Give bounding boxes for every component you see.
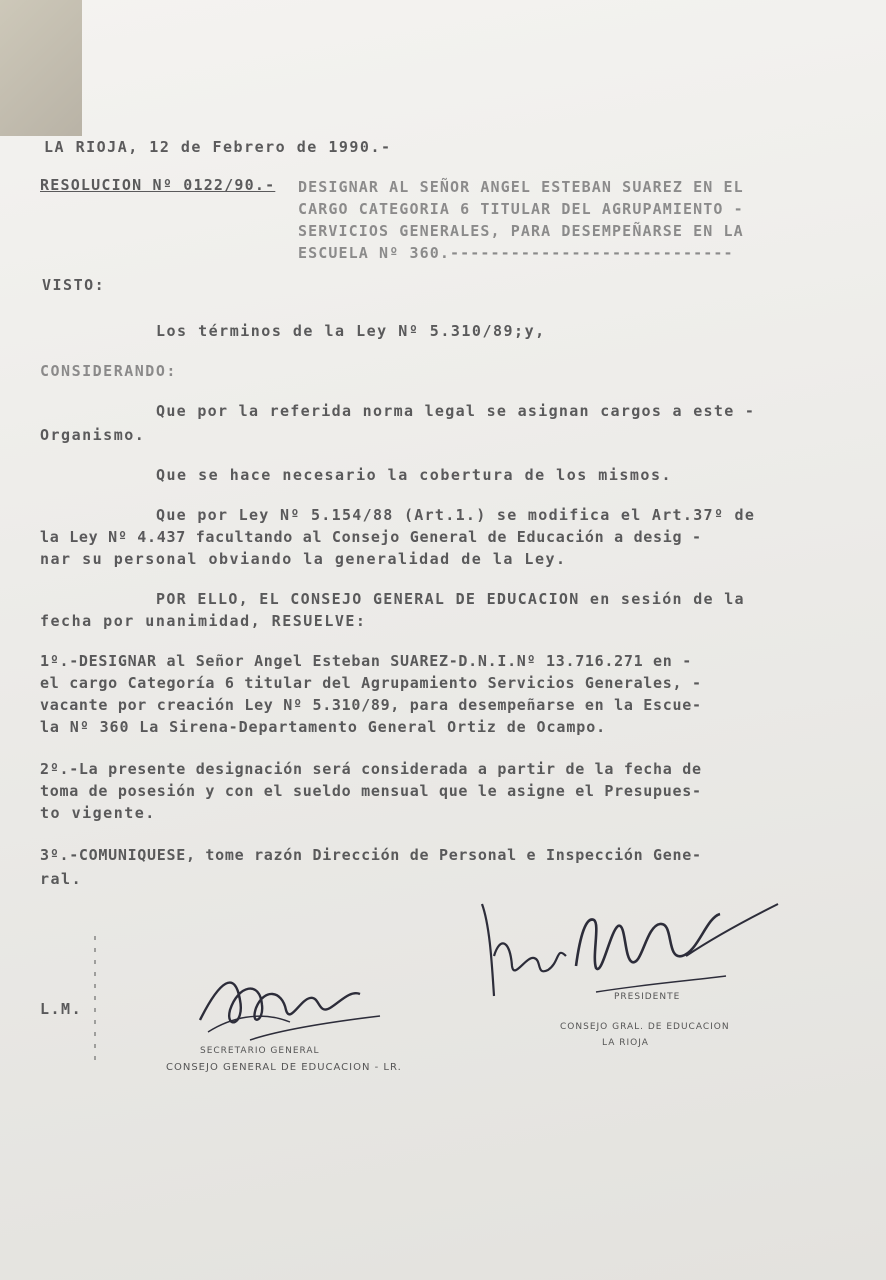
- article-line: el cargo Categoría 6 titular del Agrupamiento Servicios Generales, -: [40, 674, 702, 692]
- subject-line: DESIGNAR AL SEÑOR ANGEL ESTEBAN SUAREZ EN EL: [298, 178, 744, 196]
- right-stamp-line: PRESIDENTE: [614, 992, 681, 1002]
- paragraph-line: Que se hace necesario la cobertura de los mismos.: [156, 466, 673, 484]
- paragraph-line: fecha por unanimidad, RESUELVE:: [40, 612, 367, 630]
- left-stamp-text: CONSEJO GENERAL DE EDUCACION - LR.: [166, 1062, 402, 1073]
- article-line: ral.: [40, 870, 83, 888]
- article-line: 1º.-DESIGNAR al Señor Angel Esteban SUAREZ-D.N.I.Nº 13.716.271 en -: [40, 652, 692, 670]
- subject-line: ESCUELA Nº 360.----------------------------: [298, 244, 734, 262]
- visto-text: Los términos de la Ley Nº 5.310/89;y,: [156, 322, 546, 340]
- subject-line: CARGO CATEGORIA 6 TITULAR DEL AGRUPAMIENTO -: [298, 200, 744, 218]
- paragraph-line: Que por la referida norma legal se asignan cargos a este -: [156, 402, 756, 420]
- paragraph-line: Que por Ley Nº 5.154/88 (Art.1.) se modifica el Art.37º de: [156, 506, 756, 524]
- paragraph-line: POR ELLO, EL CONSEJO GENERAL DE EDUCACION en sesión de la: [156, 590, 745, 608]
- article-line: la Nº 360 La Sirena-Departamento General Ortiz de Ocampo.: [40, 718, 607, 736]
- article-line: 2º.-La presente designación será considerada a partir de la fecha de: [40, 760, 702, 778]
- place-date: LA RIOJA, 12 de Febrero de 1990.-: [44, 138, 392, 156]
- initials: L.M.: [40, 1000, 83, 1018]
- article-line: toma de posesión y con el sueldo mensual que le asigne el Presupues-: [40, 782, 702, 800]
- right-stamp-line: LA RIOJA: [602, 1038, 649, 1048]
- article-line: vacante por creación Ley Nº 5.310/89, para desempeñarse en la Escue-: [40, 696, 702, 714]
- visto-heading: VISTO:: [42, 276, 106, 294]
- article-line: to vigente.: [40, 804, 156, 822]
- resolution-number: RESOLUCION Nº 0122/90.-: [40, 176, 276, 194]
- paragraph-line: Organismo.: [40, 426, 146, 444]
- left-stamp-title: SECRETARIO GENERAL: [200, 1046, 320, 1056]
- paragraph-line: la Ley Nº 4.437 facultando al Consejo General de Educación a desig -: [40, 528, 702, 546]
- subject-line: SERVICIOS GENERALES, PARA DESEMPEÑARSE EN LA: [298, 222, 744, 240]
- paragraph-line: nar su personal obviando la generalidad de la Ley.: [40, 550, 567, 568]
- right-signature-image: [476, 896, 786, 1006]
- left-signature-image: [190, 960, 390, 1050]
- margin-marks: [94, 936, 96, 1066]
- folded-corner: [0, 0, 82, 136]
- article-line: 3º.-COMUNIQUESE, tome razón Dirección de Personal e Inspección Gene-: [40, 846, 702, 864]
- considerando-heading: CONSIDERANDO:: [40, 362, 177, 380]
- right-stamp-line: CONSEJO GRAL. DE EDUCACION: [560, 1022, 730, 1032]
